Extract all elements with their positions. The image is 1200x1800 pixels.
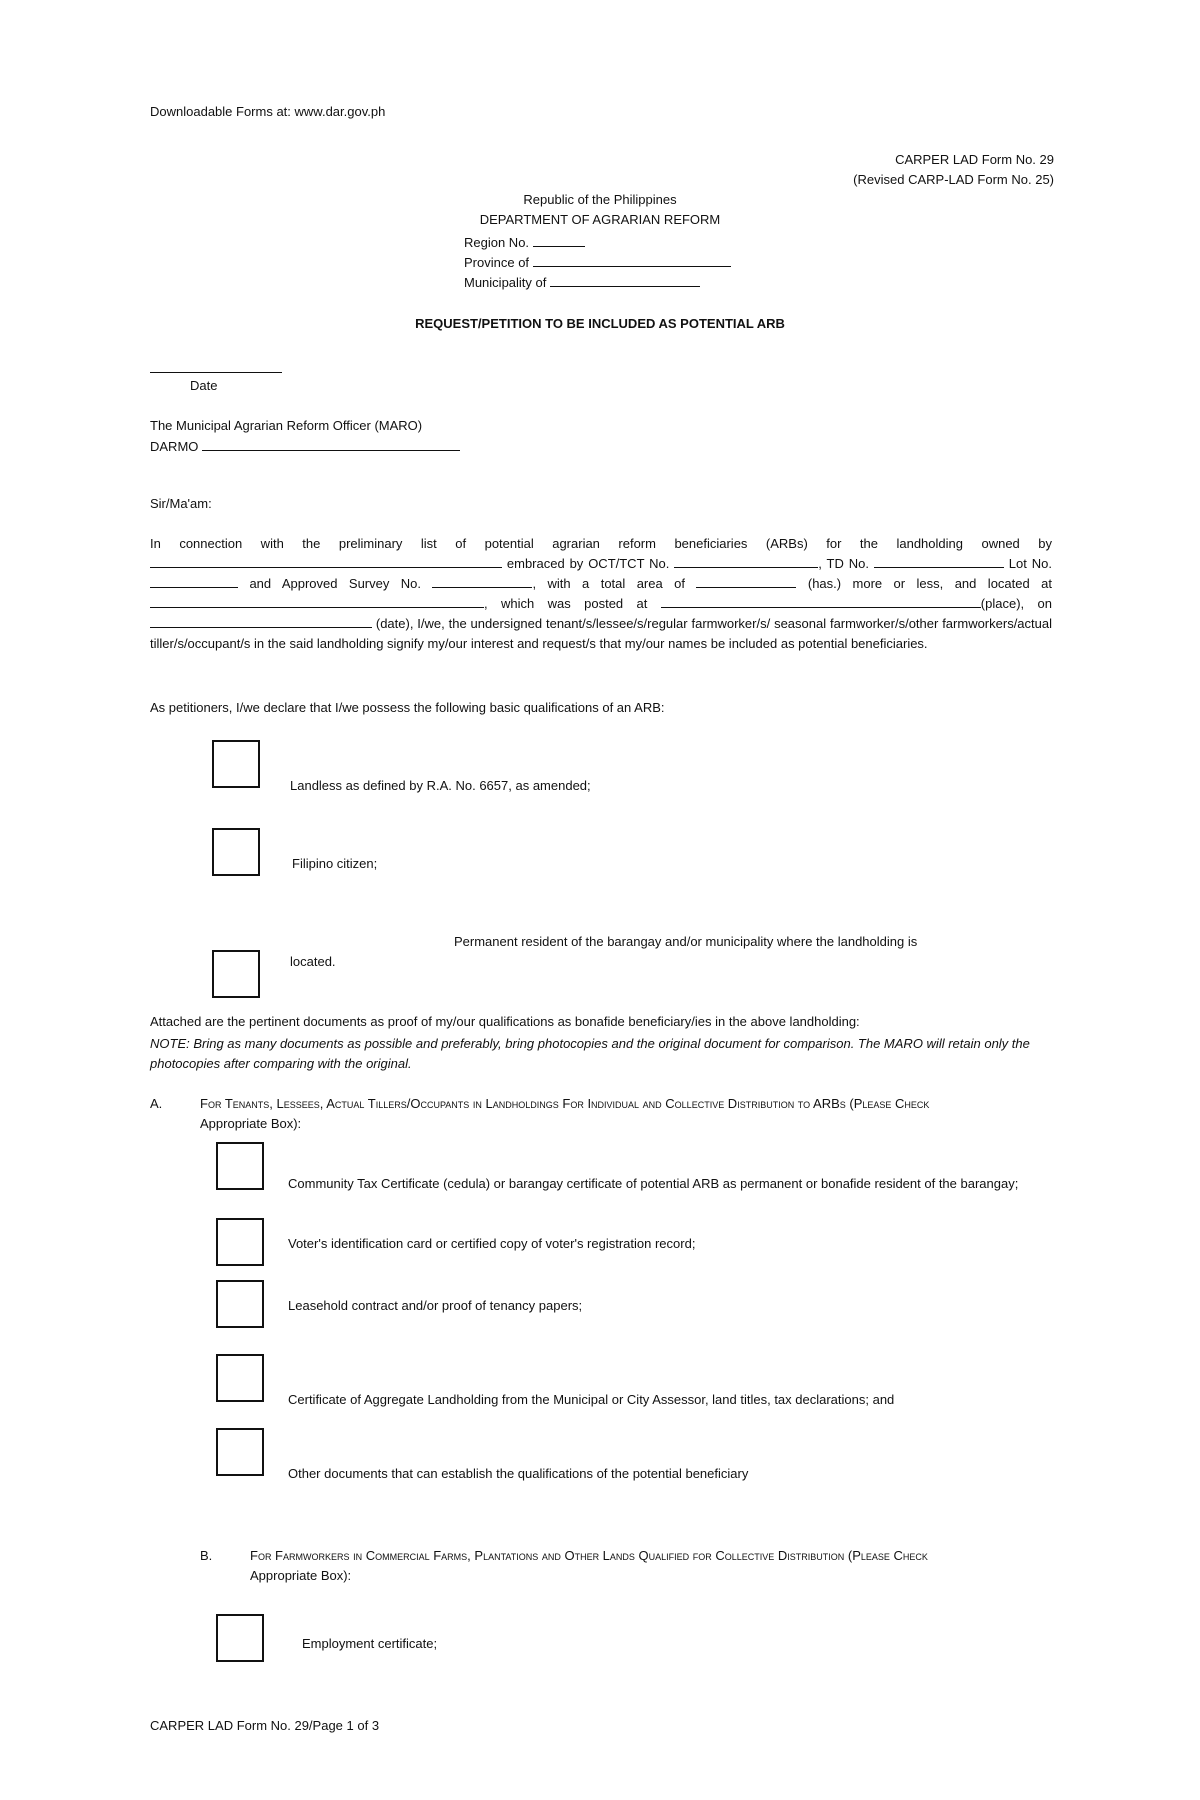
checkbox-community-tax-certificate[interactable]: [216, 1142, 264, 1190]
darmo-label: DARMO: [150, 439, 199, 454]
qualification-located: located.: [290, 954, 336, 969]
survey-input-line[interactable]: [432, 575, 532, 588]
region-label: Region No.: [464, 235, 530, 250]
checkbox-leasehold-contract[interactable]: [216, 1280, 264, 1328]
checkbox-other-documents[interactable]: [216, 1428, 264, 1476]
region-input-line[interactable]: [533, 234, 585, 247]
section-a-letter: A.: [150, 1096, 163, 1111]
section-b-heading: For Farmworkers in Commercial Farms, Plantations and Other Lands Qualified for Collective Distribution (Please Check: [250, 1548, 928, 1563]
lot-input-line[interactable]: [150, 575, 238, 588]
qualification-permanent-resident: Permanent resident of the barangay and/or municipality where the landholding is: [454, 934, 918, 949]
addressee-line-2: [150, 438, 460, 454]
republic-heading: Republic of the Philippines: [523, 192, 677, 207]
request-paragraph: [150, 534, 1052, 654]
oct-tct-input-line[interactable]: [674, 555, 818, 568]
qualification-filipino-citizen: Filipino citizen;: [292, 856, 378, 871]
page-footer: CARPER LAD Form No. 29/Page 1 of 3: [150, 1718, 380, 1733]
paragraph-closing-text: (date), I/we, the undersigned tenant/s/lessee/s/regular farmworker/s/ seasonal farmworker/s/other farmworkers/actual tiller/s/occupant/s in the said landholding signify my/our interest and request/s that my/our names be included as potential beneficiaries.: [150, 616, 1052, 651]
paragraph-lot-text: Lot No.: [1008, 556, 1052, 571]
paragraph-td-text: , TD No.: [818, 556, 869, 571]
section-b-heading-cont: Appropriate Box):: [250, 1568, 352, 1583]
date-label: Date: [190, 378, 218, 393]
td-input-line[interactable]: [874, 555, 1004, 568]
date-input-line[interactable]: [150, 358, 282, 373]
checkbox-permanent-resident[interactable]: [212, 950, 260, 998]
document-voters-id: Voter's identification card or certified copy of voter's registration record;: [288, 1236, 696, 1251]
document-leasehold-contract: Leasehold contract and/or proof of tenancy papers;: [288, 1298, 583, 1313]
municipality-field: [464, 274, 700, 290]
municipality-input-line[interactable]: [550, 274, 700, 287]
qualification-landless: Landless as defined by R.A. No. 6657, as amended;: [290, 778, 591, 793]
area-input-line[interactable]: [696, 575, 796, 588]
posting-date-input-line[interactable]: [150, 615, 372, 628]
document-community-tax-certificate: Community Tax Certificate (cedula) or barangay certificate of potential ARB as permanent or bonafide resident of the barangay;: [288, 1176, 1019, 1191]
section-a-heading: For Tenants, Lessees, Actual Tillers/Occupants in Landholdings For Individual and Collective Distribution to ARBs (Please Check: [200, 1096, 930, 1111]
document-aggregate-landholding: Certificate of Aggregate Landholding from the Municipal or City Assessor, land titles, tax declarations; and: [288, 1392, 895, 1407]
paragraph-location-text: (has.) more or less, and located at: [807, 576, 1052, 591]
location-input-line[interactable]: [150, 595, 484, 608]
section-b-letter: B.: [200, 1548, 213, 1563]
province-input-line[interactable]: [533, 254, 731, 267]
section-a-heading-cont: Appropriate Box):: [200, 1116, 302, 1131]
form-title: REQUEST/PETITION TO BE INCLUDED AS POTENTIAL ARB: [415, 316, 785, 331]
form-number: CARPER LAD Form No. 29: [895, 152, 1054, 167]
paragraph-area-text: , with a total area of: [532, 576, 685, 591]
owner-input-line[interactable]: [150, 555, 502, 568]
paragraph-survey-text: and Approved Survey No.: [249, 576, 422, 591]
qualifications-intro: As petitioners, I/we declare that I/we possess the following basic qualifications of an ARB:: [150, 700, 665, 715]
department-heading: DEPARTMENT OF AGRARIAN REFORM: [479, 212, 721, 227]
paragraph-owner-text: In connection with the preliminary list of potential agrarian reform beneficiaries (ARBs) for the landholding owned by: [150, 536, 1052, 551]
checkbox-employment-certificate[interactable]: [216, 1614, 264, 1662]
salutation: Sir/Ma'am:: [150, 496, 212, 511]
documents-note: NOTE: Bring as many documents as possible and preferably, bring photocopies and the original document for comparison. The MARO will retain only the photocopies after comparing with the original.: [150, 1036, 1030, 1071]
checkbox-voters-id[interactable]: [216, 1218, 264, 1266]
addressee-line-1: The Municipal Agrarian Reform Officer (MARO): [150, 418, 423, 433]
checkbox-aggregate-landholding[interactable]: [216, 1354, 264, 1402]
downloadable-forms-note: Downloadable Forms at: www.dar.gov.ph: [150, 104, 386, 119]
attached-documents-text: Attached are the pertinent documents as proof of my/our qualifications as bonafide beneficiary/ies in the above landholding:: [150, 1014, 860, 1029]
darmo-input-line[interactable]: [202, 438, 460, 451]
document-employment-certificate: Employment certificate;: [302, 1636, 438, 1651]
province-label: Province of: [464, 255, 530, 270]
checkbox-filipino-citizen[interactable]: [212, 828, 260, 876]
place-input-line[interactable]: [661, 595, 981, 608]
paragraph-place-text: (place), on: [980, 596, 1052, 611]
municipality-label: Municipality of: [464, 275, 547, 290]
region-field: [464, 234, 585, 250]
document-other: Other documents that can establish the qualifications of the potential beneficiary: [288, 1466, 749, 1481]
province-field: [464, 254, 731, 270]
paragraph-oct-text: embraced by OCT/TCT No.: [506, 556, 670, 571]
paragraph-posted-text: , which was posted at: [484, 596, 648, 611]
checkbox-landless[interactable]: [212, 740, 260, 788]
revised-form-number: (Revised CARP-LAD Form No. 25): [853, 172, 1054, 187]
